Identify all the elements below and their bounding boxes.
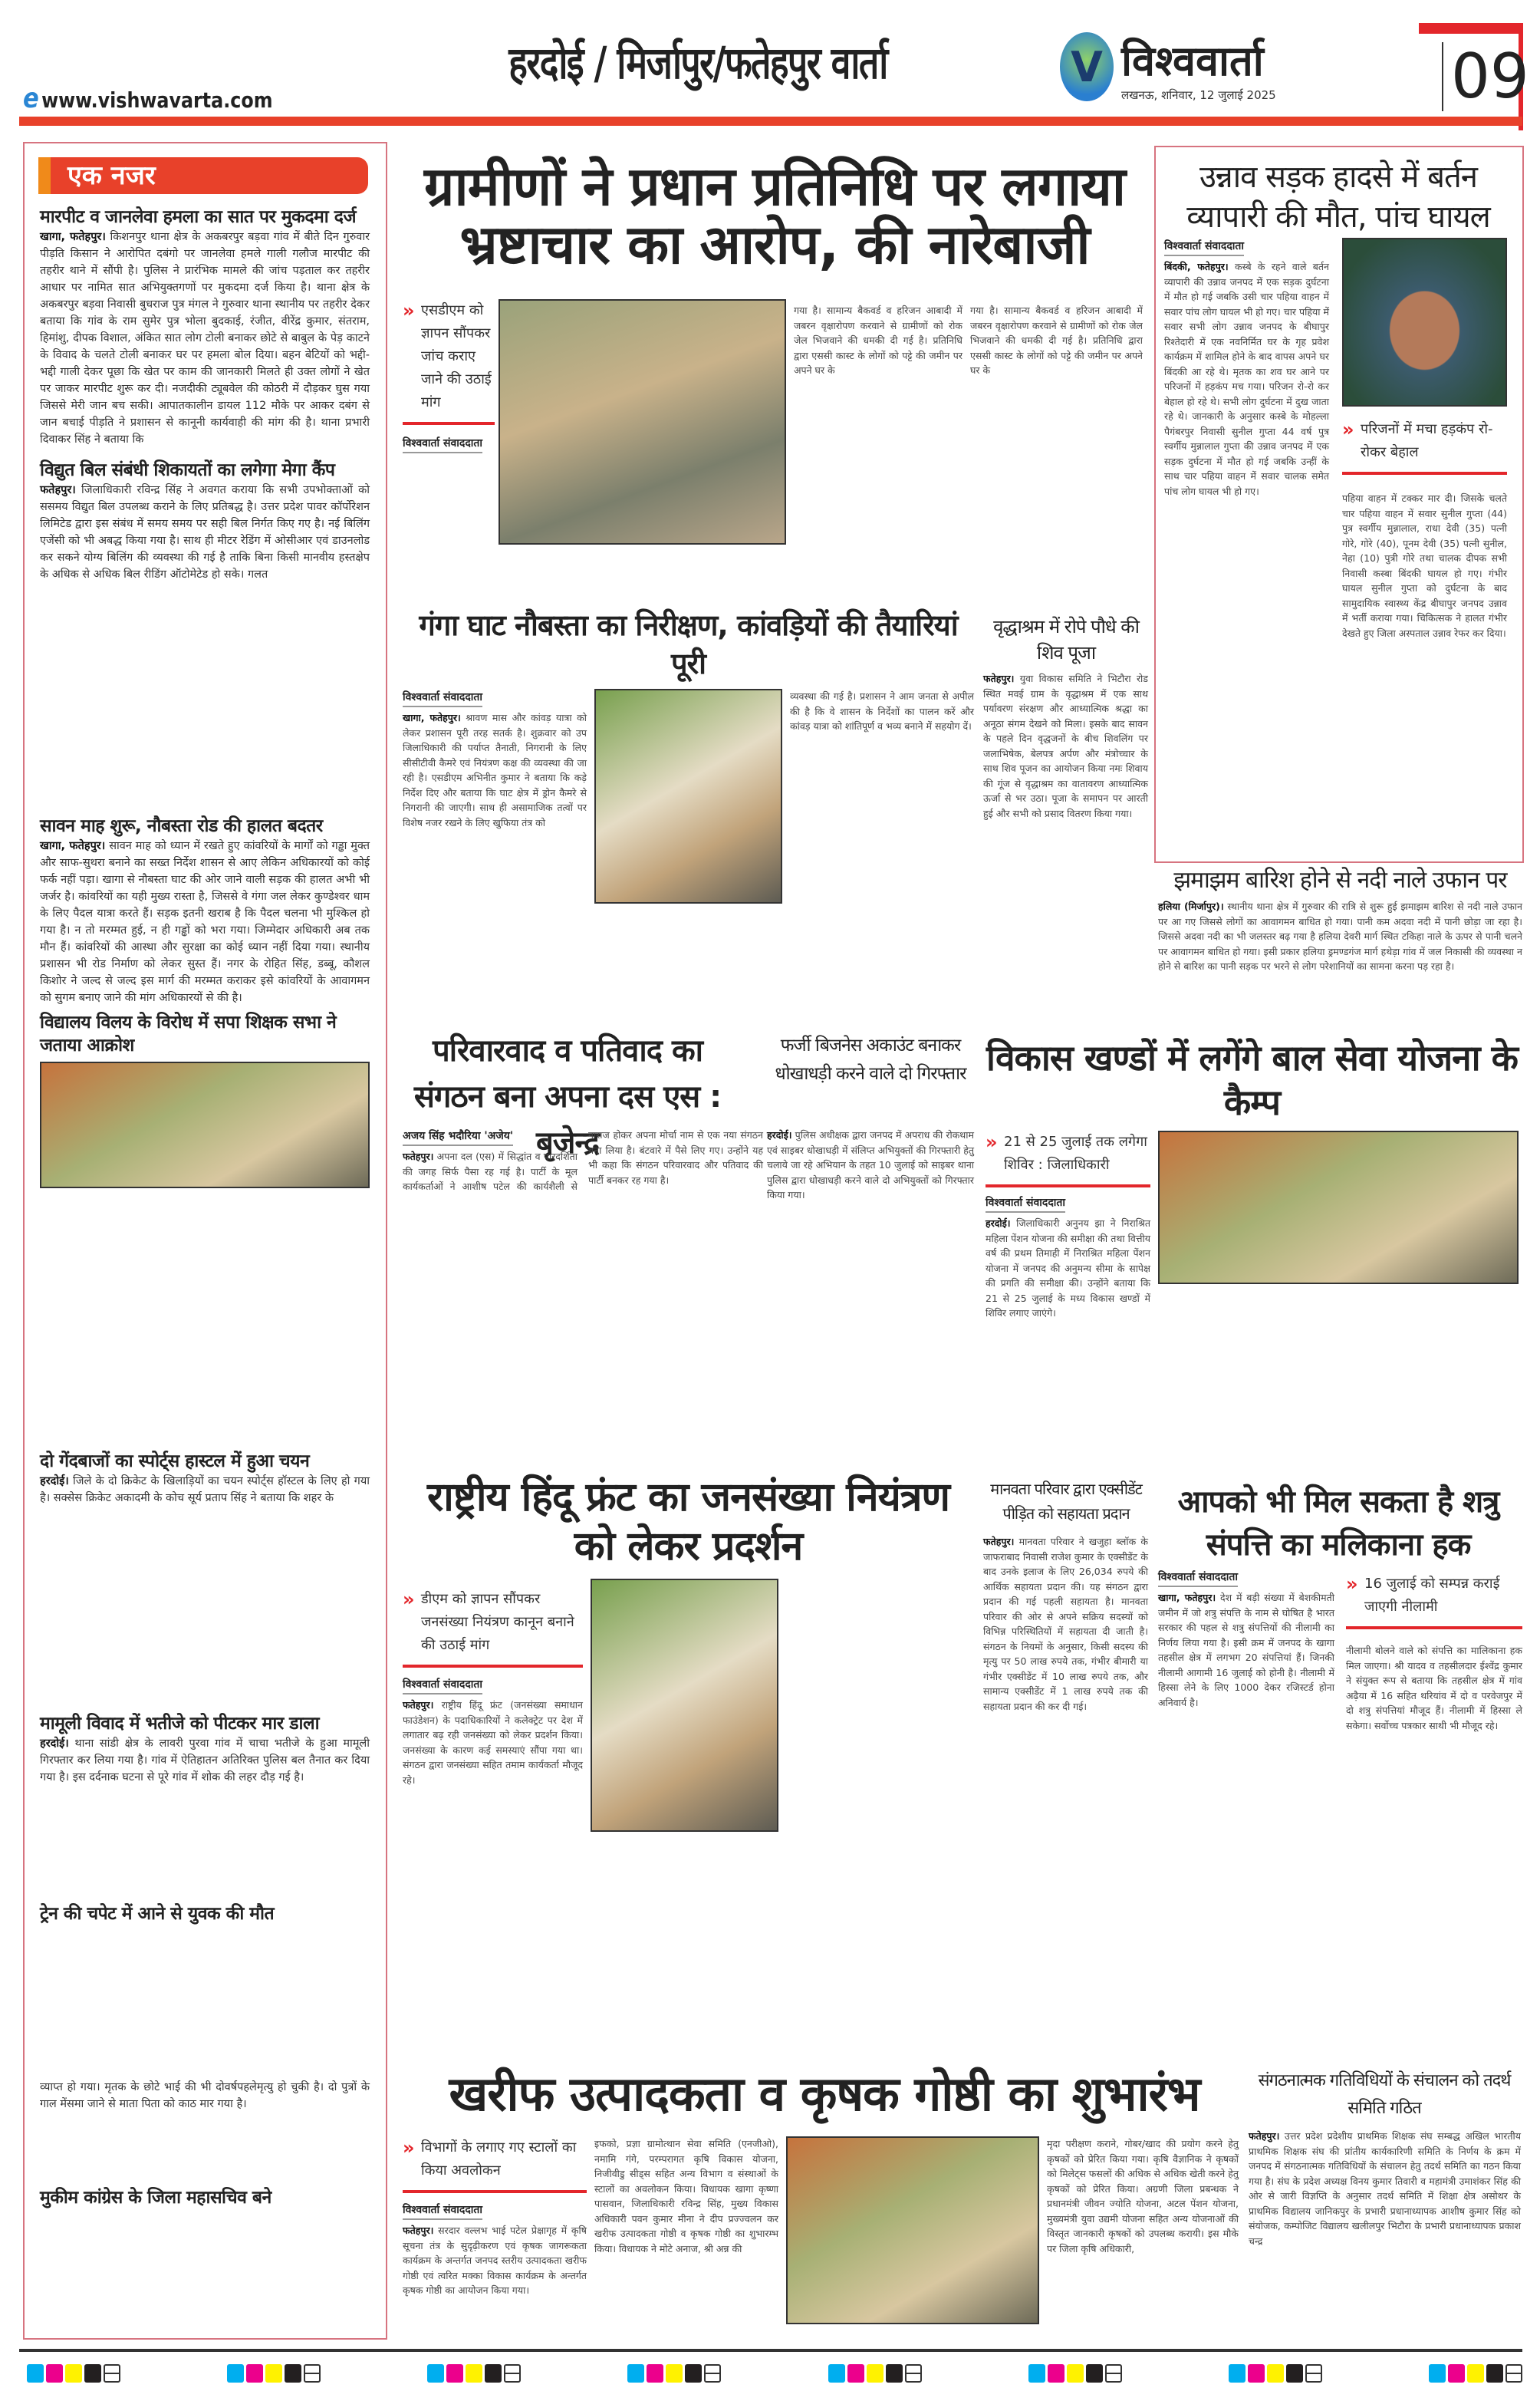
hindu-front-deck: » डीएम को ज्ञापन सौंपकर जनसंख्या नियंत्रण कानून बनाने की उठाई मांग bbox=[403, 1588, 583, 1668]
shatru-col-2: » 16 जुलाई को सम्पन्न कराई जाएगी नीलामी नीलामी बोलने वाले को संपत्ति का मालिकाना हक मिल जाएगा। श्री यादव व तहसीलदार ईश्वेंद्र कुमार ने संयुक्त रूप से बताया कि तहसील क्षेत्र में गांव अढ़ैया में 16 सहित थरियांव में दो व परवेजपुर में दो शत्रु संपत्तियां मौजूद हैं। नीलामी में हिस्सा ले सकेगा। सर्वोच्च पत्रकार साथी भी मौजूद रहे। bbox=[1346, 1573, 1522, 1731]
brief-article: मामूली विवाद में भतीजे को पीटकर मार डाला हरदोई। थाना सांडी क्षेत्र के लावरी पुरवा गांव में चाचा भतीजे के हुआ मामूली गिरफ्तार कर लिया गया है। गांव में ऐतिहातन अतिरिक्त पुलिस बल तैनात कर दिया गया है। इस दर्दनाक घटना से पूरे गांव में शोक की लहर दौड़ गई है। bbox=[40, 1714, 370, 1783]
chevron-icon: » bbox=[1346, 1573, 1358, 1595]
color-swatch bbox=[227, 2364, 244, 2383]
vridh-headline: वृद्धाश्रम में रोपे पौधे की शिव पूजा bbox=[993, 616, 1139, 664]
brief-article: विद्युत बिल संबंधी शिकायतों का लगेगा मेगा कैंप फतेहपुर। जिलाधिकारी रविन्द्र सिंह ने अवगत कराया कि सभी उपभोक्ताओं को ससमय विद्युत बिल उपलब्ध कराने के लिए प्रतिबद्ध है। उत्तर प्रदेश पावर कॉर्पोरेशन लिमिटेड द्वारा इस संबंध में समय समय पर सही बिल निर्गत किए गए है। नई बिलिंग एजेंसी को भी अबद्ध किया गया है। साथ ही मीटर रेडिंग में ओसीआर एवं डाउनलोड कर सकने योग्य बिलिंग की व्यवस्था की गई है ताकि बिना किसी मानवीय हस्तक्षेप के अधिक से अधिक बिल रीडिंग ऑटोमेटेड हो सके। गलत bbox=[40, 460, 370, 581]
shatru-headline: आपको भी मिल सकता है शत्रु संपत्ति का मलिकाना हक bbox=[1177, 1484, 1499, 1563]
masthead-logo bbox=[1060, 31, 1276, 103]
lead-body-2: गया है। सामान्य बैकवर्ड व हरिजन आबादी में जबरन वृक्षारोपण करवाने से ग्रामीणों को रोक जेल भिजवाने की धमकी दी गई है। प्रतिनिधि द्वारा एससी कास्ट के लोगों को पट्टे की जमीन पर अपने घर के bbox=[970, 305, 1143, 376]
registration-target-icon bbox=[905, 2364, 922, 2383]
color-registration-mark bbox=[1229, 2364, 1322, 2383]
vikas-deck: » 21 से 25 जुलाई तक लगेगा शिविर : जिलाधिकारी bbox=[986, 1131, 1150, 1187]
lead-deck: » एसडीएम को ज्ञापन सौंपकर जांच कराए जाने की उठाई मांग bbox=[403, 299, 495, 425]
page-number: 09 bbox=[1442, 42, 1529, 111]
print-color-marks bbox=[27, 2364, 1522, 2383]
color-registration-mark bbox=[27, 2364, 120, 2383]
lead-deck-block: » एसडीएम को ज्ञापन सौंपकर जांच कराए जाने की उठाई मांग विश्ववार्ता संवाददाता bbox=[403, 299, 495, 456]
sangathan-body: फतेहपुर। उत्तर प्रदेश प्रदेशीय प्राथमिक शिक्षक संघ सम्बद्ध अखिल भारतीय प्राथमिक शिक्षक संघ की प्रांतीय कार्यकारिणी समिति के निर्णय के क्रम में जनपद में संगठनात्मक गतिविधियों के संचालन हेतु तदर्थ समिति का गठन किया गया है। संघ के प्रदेश अध्यक्ष विनय कुमार तिवारी व महामंत्री उमाशंकर सिंह की ओर से जारी विज्ञप्ति के अनुसार तदर्थ समिति में शिक्षा क्षेत्र असोथर के प्राथमिक विद्यालय जानिकपुर के प्रभारी प्रधानाध्यापक आशीष कुमार सिंह को संयोजक, कम्पोजिट विद्यालय खलीलपुर भिटौरा के प्रभारी प्रधानाध्यापक प्रकाश चन्द्र bbox=[1249, 2130, 1521, 2247]
color-registration-mark bbox=[227, 2364, 321, 2383]
kharif-headline: खरीफ उत्पादकता व कृषक गोष्ठी का शुभारंभ bbox=[449, 2066, 1200, 2122]
brief-article: ट्रेन की चपेट में आने से युवक की मौत व्याप्त हो गया। मृतक के छोटे भाई की भी दोवर्षपहलेमृत्यु हो चुकी है। दो पुत्रों के गाल मेंसमा जाने से माता पिता को काठ मार गया है। bbox=[40, 1904, 370, 2110]
footer-rule bbox=[19, 2349, 1522, 2352]
color-swatch bbox=[847, 2364, 864, 2383]
logo-v-icon: V bbox=[1060, 32, 1114, 101]
registration-target-icon bbox=[1105, 2364, 1122, 2383]
parivarvad-headline: परिवारवाद व पतिवाद का संगठन बना अपना दस एस : बृजेन्द्र bbox=[413, 1033, 722, 1161]
registration-target-icon bbox=[1505, 2364, 1522, 2383]
kharif-col-1: » विभागों के लगाए गए स्टालों का किया अवलोकन विश्ववार्ता संवाददाता फतेहपुर। सरदार वल्लभ भाई पटेल प्रेक्षागृह में कृषि सूचना तंत्र के सुदृढ़ीकरण एवं कृषक जागरूकता कार्यक्रम के अन्तर्गत जनपद स्तरीय उत्पादकता खरीफ गोष्ठी एवं त्वरित मक्का विकास कार्यक्रम के अन्तर्गत कृषक गोष्ठी का आयोजन किया गया। bbox=[403, 2137, 587, 2296]
color-swatch bbox=[1028, 2364, 1045, 2383]
color-swatch bbox=[1248, 2364, 1265, 2383]
registration-target-icon bbox=[104, 2364, 120, 2383]
kharif-photo bbox=[786, 2136, 1039, 2324]
color-swatch bbox=[886, 2364, 903, 2383]
website-url[interactable]: e www.vishwavarta.com bbox=[23, 83, 273, 114]
hindu-front-col-1: » डीएम को ज्ञापन सौंपकर जनसंख्या नियंत्रण कानून बनाने की उठाई मांग विश्ववार्ता संवाददाता फतेहपुर। राष्ट्रीय हिंदू फ्रंट (जनसंख्या समाधान फाउंडेशन) के पदाधिकारियों ने कलेक्ट्रेट पर देश में लगातार बढ़ रही जनसंख्या को लेकर प्रदर्शन किया। जनसंख्या के कारण कई समस्याएं सौंपा गया था। संगठन द्वारा जनसंख्या सहित तमाम कार्यकर्ता मौजूद रहे। bbox=[403, 1589, 583, 1786]
color-swatch bbox=[65, 2364, 82, 2383]
brand-name: विश्ववार्ता bbox=[1121, 37, 1264, 85]
brief-article: मुकीम कांग्रेस के जिला महासचिव बने bbox=[40, 2188, 271, 2208]
sidebar-label: एक नजर bbox=[38, 157, 368, 194]
color-swatch bbox=[427, 2364, 444, 2383]
unnao-col-2: पहिया वाहन में टक्कर मार दी। जिसके चलते चार पहिया वाहन में सवार सुनील गुप्ता (44) पुत्र स्वर्गीय मुन्नालाल, राधा देवी (35) पत्नी गोरे, गोरे (40), पूनम देवी (35) पत्नी सुनील, नेहा (10) पुत्री गोरे तथा चालक दीपक सभी निवासी कस्बा बिंदकी घायल हो गए। गंभीर घायल सुनील गुप्ता को दुर्घटना के बाद सामुदायिक स्वास्थ्य केंद्र बीघापुर जनपद उन्नाव में भर्ती कराया गया। चिकित्सक ने हालत गंभीर देखते हुए जिला अस्पताल उन्नाव रेफर कर दिया। bbox=[1342, 492, 1507, 639]
unnao-headline: उन्नाव सड़क हादसे में बर्तन व्यापारी की मौत, पांच घायल bbox=[1186, 160, 1490, 235]
vikas-article bbox=[982, 1036, 1522, 1321]
manavta-body: फतेहपुर। मानवता परिवार ने खजुहा ब्लॉक के जाफराबाद निवासी राजेश कुमार के एक्सीडेंट के बाद उनके इलाज के लिए 26,034 रुपये की आर्थिक सहायता प्रदान की। यह संगठन द्वारा प्रदान की गई पहली सहायता है। मानवता परिवार की ओर से अपने सक्रिय सदस्यों को विभिन्न परिस्थितियों में सहायता दी जाती है। संगठन के नियमों के अनुसार, किसी सदस्य की मृत्यु पर 50 लाख रुपये तक, गंभीर बीमारी या गंभीर एक्सीडेंट में 10 लाख रुपये तक, और सामान्य एक्सीडेंट में 1 लाख रुपये तक की सहायता प्रदान की कर दी गई। bbox=[983, 1536, 1148, 1712]
ganga-headline: गंगा घाट नौबस्ता का निरीक्षण, कांवड़ियों की तैयारियां पूरी bbox=[419, 608, 958, 680]
color-swatch bbox=[246, 2364, 263, 2383]
color-swatch bbox=[1467, 2364, 1484, 2383]
color-swatch bbox=[867, 2364, 884, 2383]
color-swatch bbox=[1086, 2364, 1103, 2383]
farzi-headline: फर्जी बिजनेस अकाउंट बनाकर धोखाधड़ी करने वाले दो गिरफ्तार bbox=[775, 1036, 966, 1084]
color-swatch bbox=[1267, 2364, 1284, 2383]
color-registration-mark bbox=[1028, 2364, 1122, 2383]
brief-article: मारपीट व जानलेवा हमला का सात पर मुकदमा दर्ज खागा, फतेहपुर। किशनपुर थाना क्षेत्र के अकबरपुर बड़वा गांव में बीते दिन गुरुवार पीड़ति किसान ने आरोपित दबंगो पर जानलेवा हमले गाली गलौज मारपीट की तहरीर थाने में सौंपी है। पुलिस ने प्रारंभिक मामले की जांच पड़ताल कर तहरीर आधार पर नामित सात अभियुक्तगणों पर मुकदमा दर्ज किया है। थाना क्षेत्र के अकबरपुर बड़वा निवासी बुधराज पुत्र मंगल ने गुरुवार थाना स्थानीय पर तहरीर देकर बताया कि गांव के राम सुमेर पुत्र भोला बुदकाई, रंजीत, वीरेंद्र कुमार, संतराम, हिमांशु, दीपक विशाल, अंकित सात लोग टोली बनाकर छोटे से बाबुल के पेड़ काटने के विवाद के चलते टोली बनाकर घर पर हमला बोल दिया। बहन बेटियों को भद्दी-भद्दी गाली देकर पूछा कि खेत पर काम की जानकारी मिलते ही उक्त लोगों ने खेत पर जाकर मारपीट शुरू कर दी। नजदीकी ट्यूबवेल की कोठरी में दौड़कर घुस गया जिससे मेरी जान बच सकी। आपातकालीन डायल 112 मौके पर आकर दबंग से जान बचाई पीड़ति ने प्रशासन से कानूनी कार्यवाही की मांग की है। थाना प्रभारी दिवाकर सिंह ने बताया कि bbox=[40, 207, 370, 446]
color-swatch bbox=[666, 2364, 683, 2383]
color-swatch bbox=[1229, 2364, 1245, 2383]
section-title: हरदोई / मिर्जापुर/फतेहपुर वार्ता bbox=[508, 37, 887, 89]
sangathan-headline: संगठनात्मक गतिविधियों के संचालन को तदर्थ समिति गठित bbox=[1258, 2071, 1511, 2118]
chevron-icon: » bbox=[403, 300, 415, 321]
lead-headline: ग्रामीणों ने प्रधान प्रतिनिधि पर लगाया भ्रष्टाचार का आरोप, की नारेबाजी bbox=[423, 155, 1126, 276]
ganga-article bbox=[403, 606, 974, 904]
color-swatch bbox=[1429, 2364, 1446, 2383]
registration-target-icon bbox=[704, 2364, 721, 2383]
unnao-col-1: विश्ववार्ता संवाददाता बिंदकी, फतेहपुर। कस्बे के रहने वाले बर्तन व्यापारी की उन्नाव जनपद में एक सड़क दुर्घटना में मौत हो गई जबकि उसी चार पहिया वाहन में सवार पांच लोग घायल भी हो गए। चार पहिया में सवार सभी लोग उन्नाव जनपद के बीघापुर रिश्तेदारी में एक नवनिर्मित घर के गृह प्रवेश कार्यक्रम में शामिल होने के बाद वापस अपने घर बिंदकी आ रहे थे। मृतक का शव घर आने पर परिजनों में हड़कंप मच गया। परिजन रो-रो कर बेहाल हो रहे थे। सभी लोग दुर्घटना में दुख जाता रहे थे। जानकारी के अनुसार कस्बे के मोहल्ला पैगंबरपुर निवासी सुनील गुप्ता 44 वर्ष पुत्र स्वर्गीय मुन्नालाल गुप्ता की उन्नाव जनपद में एक सड़क दुर्घटना में मौत हो गई जबकि उन्हीं के साथ चार पहिया वाहन में सवार चालक समेत पांच लोग घायल भी हो गए। bbox=[1164, 240, 1329, 497]
kharif-col-3: मृदा परीक्षण कराने, गोबर/खाद की प्रयोग करने हेतु कृषकों को प्रेरित किया गया। कृषि वैज्ञानिक ने कृषकों को मिलेट्स फसलों की अधिक से अधिक खेती करने हेतु कृषकों को प्रेरित किया। अग्रणी जिला प्रबन्धक ने प्रधानमंत्री जीवन ज्योति योजना, अटल पेंशन योजना, मुख्यमंत्री युवा उद्यमी योजना सहित अन्य योजनाओं की विस्तृत जानकारी कृषकों को उपलब्ध करायी। इस मौके पर जिला कृषि अधिकारी, bbox=[1047, 2138, 1239, 2254]
hindu-front-photo bbox=[591, 1579, 778, 1832]
color-registration-mark bbox=[1429, 2364, 1522, 2383]
color-swatch bbox=[265, 2364, 282, 2383]
color-swatch bbox=[84, 2364, 101, 2383]
lead-body: गया है। सामान्य बैकवर्ड व हरिजन आबादी में जबरन वृक्षारोपण करवाने से ग्रामीणों को रोक जेल भिजवाने की धमकी दी गई है। प्रतिनिधि द्वारा एससी कास्ट के लोगों को पट्टे की जमीन पर अपने घर के bbox=[794, 305, 962, 376]
shatru-col-1: विश्ववार्ता संवाददाता खागा, फतेहपुर। देश में बड़ी संख्या में बेशकीमती जमीन में जो शत्रु संपत्ति के नाम से घोषित है भारत सरकार की पहल से शत्रु संपत्तियों की नीलामी का निर्णय लिया गया है। इसी क्रम में जनपद के खागा तहसील क्षेत्र में लगभग 20 संपत्तियां हैं। जिनकी नीलामी आगामी 16 जुलाई को होनी है। नीलामी में हिस्सा लेने के लिए 1000 देकर रजिस्टर्ड होना अनिवार्य है। bbox=[1158, 1571, 1334, 1708]
vikas-col-1: » 21 से 25 जुलाई तक लगेगा शिविर : जिलाधिकारी विश्ववार्ता संवाददाता हरदोई। जिलाधिकारी अनुनय झा ने निराश्रित महिला पेंशन योजना की समीक्षा की तथा वित्तीय वर्ष की प्रथम तिमाही में निराश्रित महिला पेंशन योजना में जनपद की अनुमन्य सीमा के सापेक्ष की प्रगति की समीक्षा की। उन्होंने बताया कि 21 से 25 जुलाई के मध्य विकास खण्डों में शिविर लगाए जाएंगे। bbox=[986, 1131, 1150, 1319]
color-registration-mark bbox=[427, 2364, 521, 2383]
color-swatch bbox=[446, 2364, 463, 2383]
ganga-col-1: विश्ववार्ता संवाददाता खागा, फतेहपुर। श्रावण मास और कांवड़ यात्रा को लेकर प्रशासन पूरी तरह सतर्क है। शुक्रवार को उप जिलाधिकारी की पर्याप्त तैनाती, निगरानी के लिए सीसीटीवी कैमरे एवं नियंत्रण कक्ष की व्यवस्था की जा रही है। एसडीएम अभिनीत कुमार ने बताया कि कड़े निर्देश दिए और बताया कि घाट क्षेत्र में ड्रोन कैमरे से निगरानी की जाएगी। साथ ही असामाजिक तत्वों पर विशेष नजर रखने के लिए खुफिया तंत्र को bbox=[403, 691, 587, 828]
manavta-headline: मानवता परिवार द्वारा एक्सीडेंट पीड़ित को सहायता प्रदान bbox=[990, 1480, 1142, 1523]
color-swatch bbox=[1067, 2364, 1084, 2383]
kharif-col-2: इफको, प्रज्ञा ग्रामोत्थान सेवा समिति (एनजीओ), नमामि गंगे, परम्परागत कृषि विकास योजना, निजीवीडु सीड्स सहित अन्य विभाग व संस्थाओं के स्टालों का अवलोकन किया। विधायक खागा कृष्णा पासवान, जिलाधिकारी रविन्द्र सिंह, मुख्य विकास अधिकारी पवन कुमार मीना ने दीप प्रज्ज्वलन कर खरीफ उत्पादकता गोष्ठी व कृषक गोष्ठी का शुभारम्भ किया। विधायक ने मोटे अनाज, श्री अन्न की bbox=[594, 2138, 778, 2254]
color-swatch bbox=[828, 2364, 845, 2383]
vikas-headline: विकास खण्डों में लगेंगे बाल सेवा योजना के कैम्प bbox=[986, 1037, 1518, 1123]
chevron-icon: » bbox=[1342, 419, 1354, 440]
browser-icon: e bbox=[23, 83, 39, 114]
chevron-icon: » bbox=[403, 2137, 415, 2159]
parivarvad-body: अजय सिंह भदौरिया 'अजेय' फतेहपुर। अपना दल (एस) में सिद्धांत व पारदर्शिता की जगह सिर्फ पैसा रह गई है। पार्टी के मूल कार्यकर्ताओं ने आशीष पटेल की कार्यशैली से नाराज होकर अपना मोर्चा नाम से एक नया संगठन बना लिया है। बंटवारे में पैसे लिए गए। उन्होंने यह भी कहा कि संगठन परिवारवाद और पतिवाद की पार्टी बनकर रह गया है। bbox=[403, 1129, 763, 1192]
color-swatch bbox=[1486, 2364, 1503, 2383]
color-swatch bbox=[1048, 2364, 1065, 2383]
brief-article: दो गेंदबाजों का स्पोर्ट्स हास्टल में हुआ चयन हरदोई। जिले के दो क्रिकेट के खिलाड़ियों का चयन स्पोर्ट्स हॉस्टल के लिए हो गया है। सक्सेस क्रिकेट अकादमी के कोच सूर्य प्रताप सिंह ने बताया कि शहर के bbox=[40, 1451, 370, 1504]
victim-photo bbox=[1342, 238, 1507, 407]
color-swatch bbox=[1286, 2364, 1303, 2383]
registration-target-icon bbox=[504, 2364, 521, 2383]
chevron-icon: » bbox=[403, 1589, 415, 1610]
unnao-deck: » परिजनों में मचा हड़कंप रो-रोकर बेहाल bbox=[1342, 418, 1507, 475]
vikas-photo bbox=[1158, 1131, 1519, 1284]
article-body bbox=[40, 1193, 370, 1469]
sidebar-articles bbox=[40, 206, 370, 583]
color-registration-mark bbox=[828, 2364, 922, 2383]
lead-photo bbox=[499, 299, 786, 545]
vridh-body: फतेहपुर। युवा विकास समिति ने भिटौरा रोड स्थित मवई ग्राम के वृद्धाश्रम में एक साथ पर्यावरण संरक्षण और आध्यात्मिक श्रद्धा का अनूठा संगम देखने को मिला। इसके बाद सावन के पहले दिन वृद्धजनों के बीच शिवलिंग पर जलाभिषेक, बेलपत्र अर्पण और मंत्रोच्चार के साथ शिव पूजन का आयोजन किया नमः शिवाय की गूंज से वृद्धाश्रम का वातावरण आध्यात्मिक ऊर्जा से भर उठा। पूजा के समापन पर आरती हुई और सभी को प्रसाद वितरण किया गया। bbox=[983, 673, 1148, 819]
hindu-front-headline: राष्ट्रीय हिंदू फ्रंट का जनसंख्या नियंत्रण को लेकर प्रदर्शन bbox=[426, 1474, 950, 1569]
color-swatch bbox=[647, 2364, 663, 2383]
registration-target-icon bbox=[1305, 2364, 1322, 2383]
color-swatch bbox=[285, 2364, 301, 2383]
color-swatch bbox=[27, 2364, 44, 2383]
color-swatch bbox=[485, 2364, 502, 2383]
registration-target-icon bbox=[304, 2364, 321, 2383]
header-rule bbox=[19, 117, 1522, 126]
ganga-col-2: व्यवस्था की गई है। प्रशासन ने आम जनता से अपील की है कि वे शासन के निर्देशों का पालन करें और कांवड़ यात्रा को शांतिपूर्ण व भव्य बनाने में सहयोग दें। bbox=[790, 690, 974, 732]
color-swatch bbox=[627, 2364, 644, 2383]
color-swatch bbox=[466, 2364, 482, 2383]
farzi-body: हरदोई। पुलिस अधीक्षक द्वारा जनपद में अपराध की रोकथाम एवं साइबर धोखाधड़ी में संलिप्त अभियुक्तों की गिरफ्तारी हेतु चलाये जा रहे अभियान के तहत 10 जुलाई को साइबर थाना पुलिस द्वारा धोखाधड़ी करने वाले दो अभियुक्तों को गिरफ्तार किया गया। bbox=[767, 1129, 974, 1200]
jhamajham-body: हलिया (मिर्जापुर)। स्थानीय थाना क्षेत्र में गुरुवार की रात्रि से शुरू हुई झमाझम बारिश से नदी नाले उफान पर आ गए जिससे लोगों का आवागमन बाधित हो गया। पानी कम अदवा नदी में पानी छोड़ा जा रहा है। जिससे अदवा नदी का भी जलस्तर बढ़ गया है हलिया देवरी मार्ग स्थित टकिहा नाले के ऊपर से पानी चलने पर आवागमन बाधित हो गया। इसी प्रकार हलिया ड्रमण्डगंज मार्ग हथेड़ा गांव में जल निकासी की व्यवस्था न होने से बारिश का पानी सड़क पर भरने से लोग परेशानियों का सामना करना पड़ रहा है। bbox=[1158, 901, 1522, 972]
ganga-photo bbox=[594, 689, 782, 904]
jhamajham-headline: झमाझम बारिश होने से नदी नाले उफान पर bbox=[1173, 867, 1507, 894]
color-swatch bbox=[685, 2364, 702, 2383]
kharif-deck: » विभागों के लगाए गए स्टालों का किया अवलोकन bbox=[403, 2136, 587, 2193]
shatru-deck: » 16 जुलाई को सम्पन्न कराई जाएगी नीलामी bbox=[1346, 1573, 1522, 1629]
color-swatch bbox=[46, 2364, 63, 2383]
article-photo bbox=[40, 1062, 370, 1188]
brief-article: सावन माह शुरू, नौबस्ता रोड की हालत बदतर खागा, फतेहपुर। सावन माह को ध्यान में रखते हुए कांवरियों के मार्गों को गड्ढा मुक्त और साफ-सुथरा बनाने का सख्त निर्देश शासन से आए लेकिन अधिकारयों को कोई फर्क नहीं पड़ा। खागा से नौबस्ता घाट की ओर जाने वाली सड़क की हालत अभी भी जर्जर है। कांवरियों का यही मुख्य रास्ता है, जिससे वे गंगा जल लेकर कुण्डेश्वर धाम के लिए पैदल यात्रा करते हैं। सड़क इतनी खराब है कि पैदल चलना भी मुश्किल हो गया है। न तो मरम्मत हुई, न ही गड्ढों को भरा गया। जिम्मेदार अधिकारी अब तक मौन हैं। कांवरियों की आस्था और सुरक्षा का कोई ध्यान नहीं दिया गया। स्थानीय प्रशासन भी रोड निर्माण को लेकर सुस्त हैं। नगर के रोहित सिंह, डब्बू, कौशल किशोर ने जल्द से जल्द इस मार्ग की मरम्मत कराकर इसे कांवरियों के आवागमन को सुगम बनाए जाने की मांग अधिकारयों से की है। विद्यालय विलय के विरोध में सपा शिक्षक सभा ने जताया आक्रोश bbox=[40, 815, 370, 1469]
dateline: लखनऊ, शनिवार, 12 जुलाई 2025 bbox=[1121, 88, 1276, 102]
color-registration-mark bbox=[627, 2364, 721, 2383]
chevron-icon: » bbox=[986, 1131, 998, 1153]
color-swatch bbox=[1448, 2364, 1465, 2383]
